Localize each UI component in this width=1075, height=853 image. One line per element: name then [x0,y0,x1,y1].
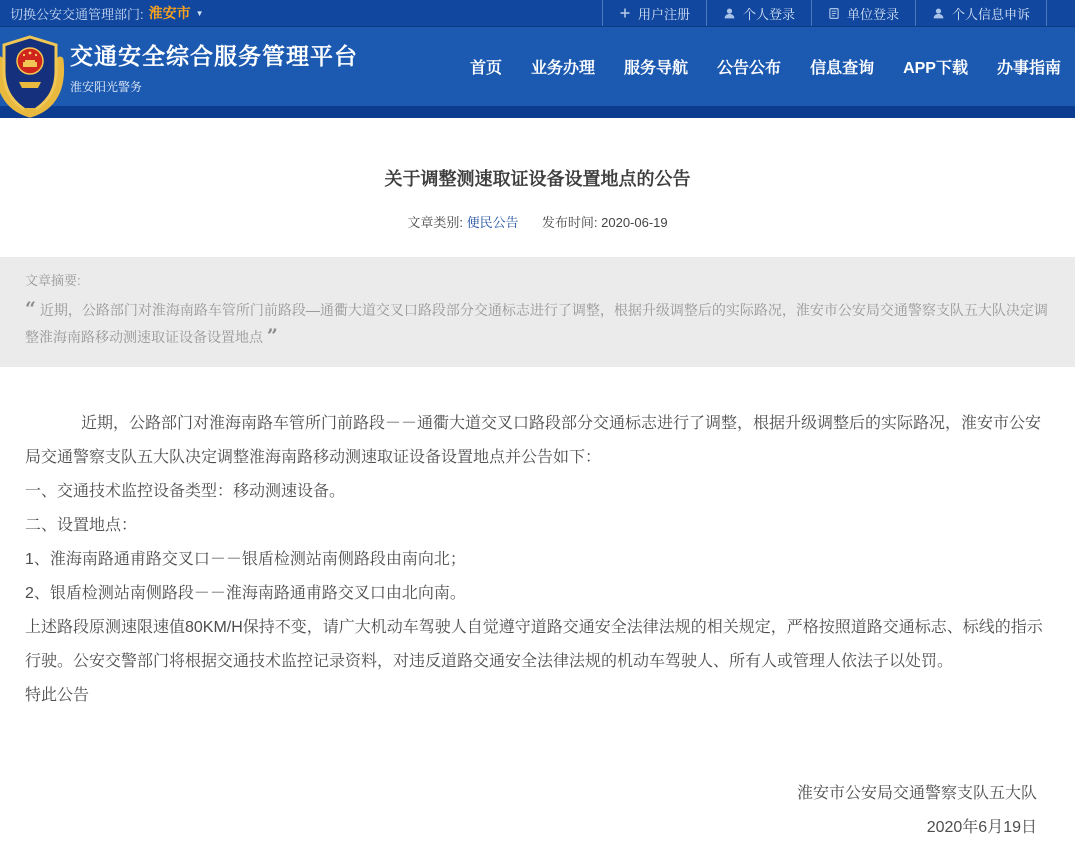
article-paragraph: 近期，公路部门对淮海南路车管所门前路段－－通衢大道交叉口路段部分交通标志进行了调整，根据升级调整后的实际路况，淮安市公安局交通警察支队五大队决定调整淮海南路移动测速取证设备设置地点并公告如下： [25,415,1042,466]
article-paragraph: 二、设置地点： [25,517,138,534]
register-label: 用户注册 [637,6,690,22]
site-header-wrap [0,27,1075,118]
personal-appeal-link[interactable] [915,0,1047,26]
personal-appeal-label: 个人信息申诉 [951,6,1030,22]
header-substrip [0,106,1075,118]
region-name[interactable]: 淮安市 [148,5,191,21]
article-paragraph: 2、银盾检测站南侧路段－－淮海南路通甫路交叉口由北向南。 [25,585,466,602]
publish-date-value: 2020-06-19 [601,215,668,230]
register-link[interactable] [602,0,706,26]
user-icon [932,7,945,20]
open-quote-icon: “ [25,298,36,320]
plus-icon [619,7,631,19]
nav-home[interactable]: 首页 [470,60,503,77]
nav-work-guide[interactable]: 办事指南 [996,60,1061,77]
article-title: 关于调整测速取证设备设置地点的公告 [384,169,691,189]
site-subtitle: 淮安阳光警务 [70,80,143,94]
article-summary [0,257,1075,367]
unit-login-label: 单位登录 [846,6,899,22]
nav-info-query[interactable]: 信息查询 [810,60,875,77]
close-quote-icon: ” [266,325,278,347]
main-nav [441,55,1075,78]
personal-login-link[interactable] [706,0,811,26]
department-switcher [0,0,204,26]
nav-app-download[interactable]: APP下载 [903,60,968,77]
category-link[interactable]: 便民公告 [466,215,519,230]
nav-service-guide[interactable]: 服务导航 [624,60,689,77]
article-page [0,165,1075,845]
article-paragraph: 特此公告 [25,687,90,704]
topbar-links [602,0,1047,26]
user-icon [723,7,736,20]
chevron-down-icon: ▼ [195,8,204,18]
article-paragraph: 上述路段原测速限速值80KM/H保持不变，请广大机动车驾驶人自觉遵守道路交通安全法律法规的相关规定，严格按照道路交通标志、标线的指示行驶。公安交警部门将根据交通技术监控记录资料，对违反道路交通安全法律法规的机动车驾驶人、所有人或管理人依法子以处罚。 [25,619,1043,670]
article-meta [0,212,1075,231]
article-paragraph: 1、淮海南路通甫路交叉口－－银盾检测站南侧路段由南向北； [25,551,466,568]
summary-quote: 近期，公路部门对淮海南路车管所门前路段—通衢大道交叉口路段部分交通标志进行了调整，根据升级调整后的实际路况，淮安市公安局交通警察支队五大队决定调整淮海南路移动测速取证设备设置地点 [25,302,1048,345]
site-title: 交通安全综合服务管理平台 [70,43,358,69]
region-selector[interactable] [149,3,204,23]
topbar [0,0,1075,27]
article-paragraph: 一、交通技术监控设备类型：移动测速设备。 [25,483,346,500]
signature-date: 2020年6月19日 [926,819,1037,836]
signature: 淮安市公安局交通警察支队五大队 [796,785,1037,802]
personal-login-label: 个人登录 [742,6,795,22]
site-header [0,27,1075,106]
nav-business[interactable]: 业务办理 [531,60,596,77]
summary-label: 文章摘要: [25,273,81,288]
publish-date-label: 发布时间: [541,215,598,230]
police-badge-logo [0,30,67,118]
category-label: 文章类别: [407,215,463,230]
switch-department-label: 切换公安交通管理部门: [10,6,144,22]
article-body [0,407,1075,713]
nav-announcements[interactable]: 公告公布 [717,60,782,77]
summary-text [25,297,1050,351]
brand-block [70,38,358,95]
unit-login-link[interactable] [811,0,915,26]
unit-icon [828,7,840,20]
